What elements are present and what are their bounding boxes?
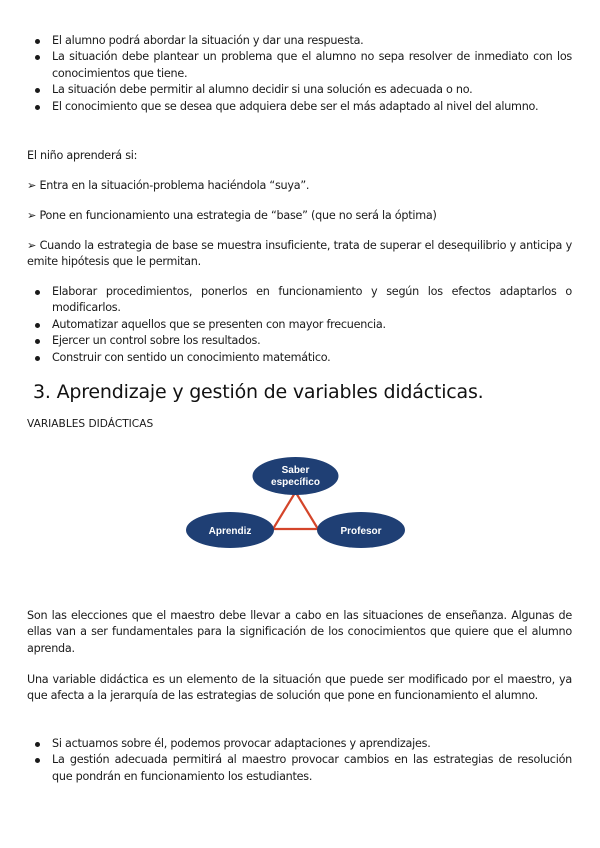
bullet-list-middle [27, 284, 572, 366]
list-item: La situación debe plantear un problema que el alumno no sepa resolver de inmediato con los conocimientos que tiene. [27, 49, 572, 82]
paragraph: Una variable didáctica es un elemento de la situación que puede ser modificado por el maestro, ya que afecta a la jerarquía de las estrategias de solución que pone en funcionamiento el alumno. [27, 673, 572, 703]
list-item: Elaborar procedimientos, ponerlos en funcionamiento y según los efectos adaptarlos o modificarlos. [27, 284, 572, 317]
didactic-triangle-diagram [178, 452, 413, 557]
arrow-item-text: Pone en funcionamiento una estrategia de “base” (que no será la óptima) [39, 209, 437, 222]
node-label: Aprendiz [208, 526, 252, 537]
section-heading: 3. Aprendizaje y gestión de variables didácticas. [33, 381, 484, 403]
bullet-list-bottom [27, 736, 572, 785]
node-saber-especifico [253, 457, 339, 495]
list-item: El alumno podrá abordar la situación y dar una respuesta. [27, 33, 572, 49]
node-label: Profesor [340, 526, 382, 537]
paragraph: Son las elecciones que el maestro debe llevar a cabo en las situaciones de enseñanza. Algunas de ellas van a ser fundamentales para la significación de los conocimientos que quiere que el alumno aprenda. [27, 609, 572, 655]
list-item: Construir con sentido un conocimiento matemático. [27, 350, 572, 366]
arrow-item-text: Entra en la situación-problema haciéndola “suya”. [39, 179, 310, 192]
arrow-item [27, 238, 572, 271]
arrow-item-text: Cuando la estrategia de base se muestra insuficiente, trata de superar el desequilibrio y anticipa y emite hipótesis que le permitan. [27, 239, 573, 269]
intro-text: El niño aprenderá si: [27, 149, 138, 162]
list-item: Automatizar aquellos que se presenten con mayor frecuencia. [27, 317, 572, 333]
node-label: específico [271, 477, 320, 488]
list-item: La situación debe permitir al alumno decidir si una solución es adecuada o no. [27, 82, 572, 98]
arrow-icon: ➢ [27, 209, 37, 222]
node-label: Saber [281, 465, 310, 476]
list-item: Si actuamos sobre él, podemos provocar adaptaciones y aprendizajes. [27, 736, 572, 752]
arrow-icon: ➢ [27, 179, 37, 192]
bullet-list-top [27, 33, 572, 115]
list-item: Ejercer un control sobre los resultados. [27, 333, 572, 349]
arrow-item [27, 178, 572, 194]
arrow-icon: ➢ [27, 239, 37, 252]
arrow-item [27, 208, 572, 224]
subheading: VARIABLES DIDÁCTICAS [27, 418, 154, 430]
list-item: El conocimiento que se desea que adquiera debe ser el más adaptado al nivel del alumno. [27, 99, 572, 115]
list-item: La gestión adecuada permitirá al maestro provocar cambios en las estrategias de resolución que pondrán en funcionamiento los estudiantes. [27, 752, 572, 785]
